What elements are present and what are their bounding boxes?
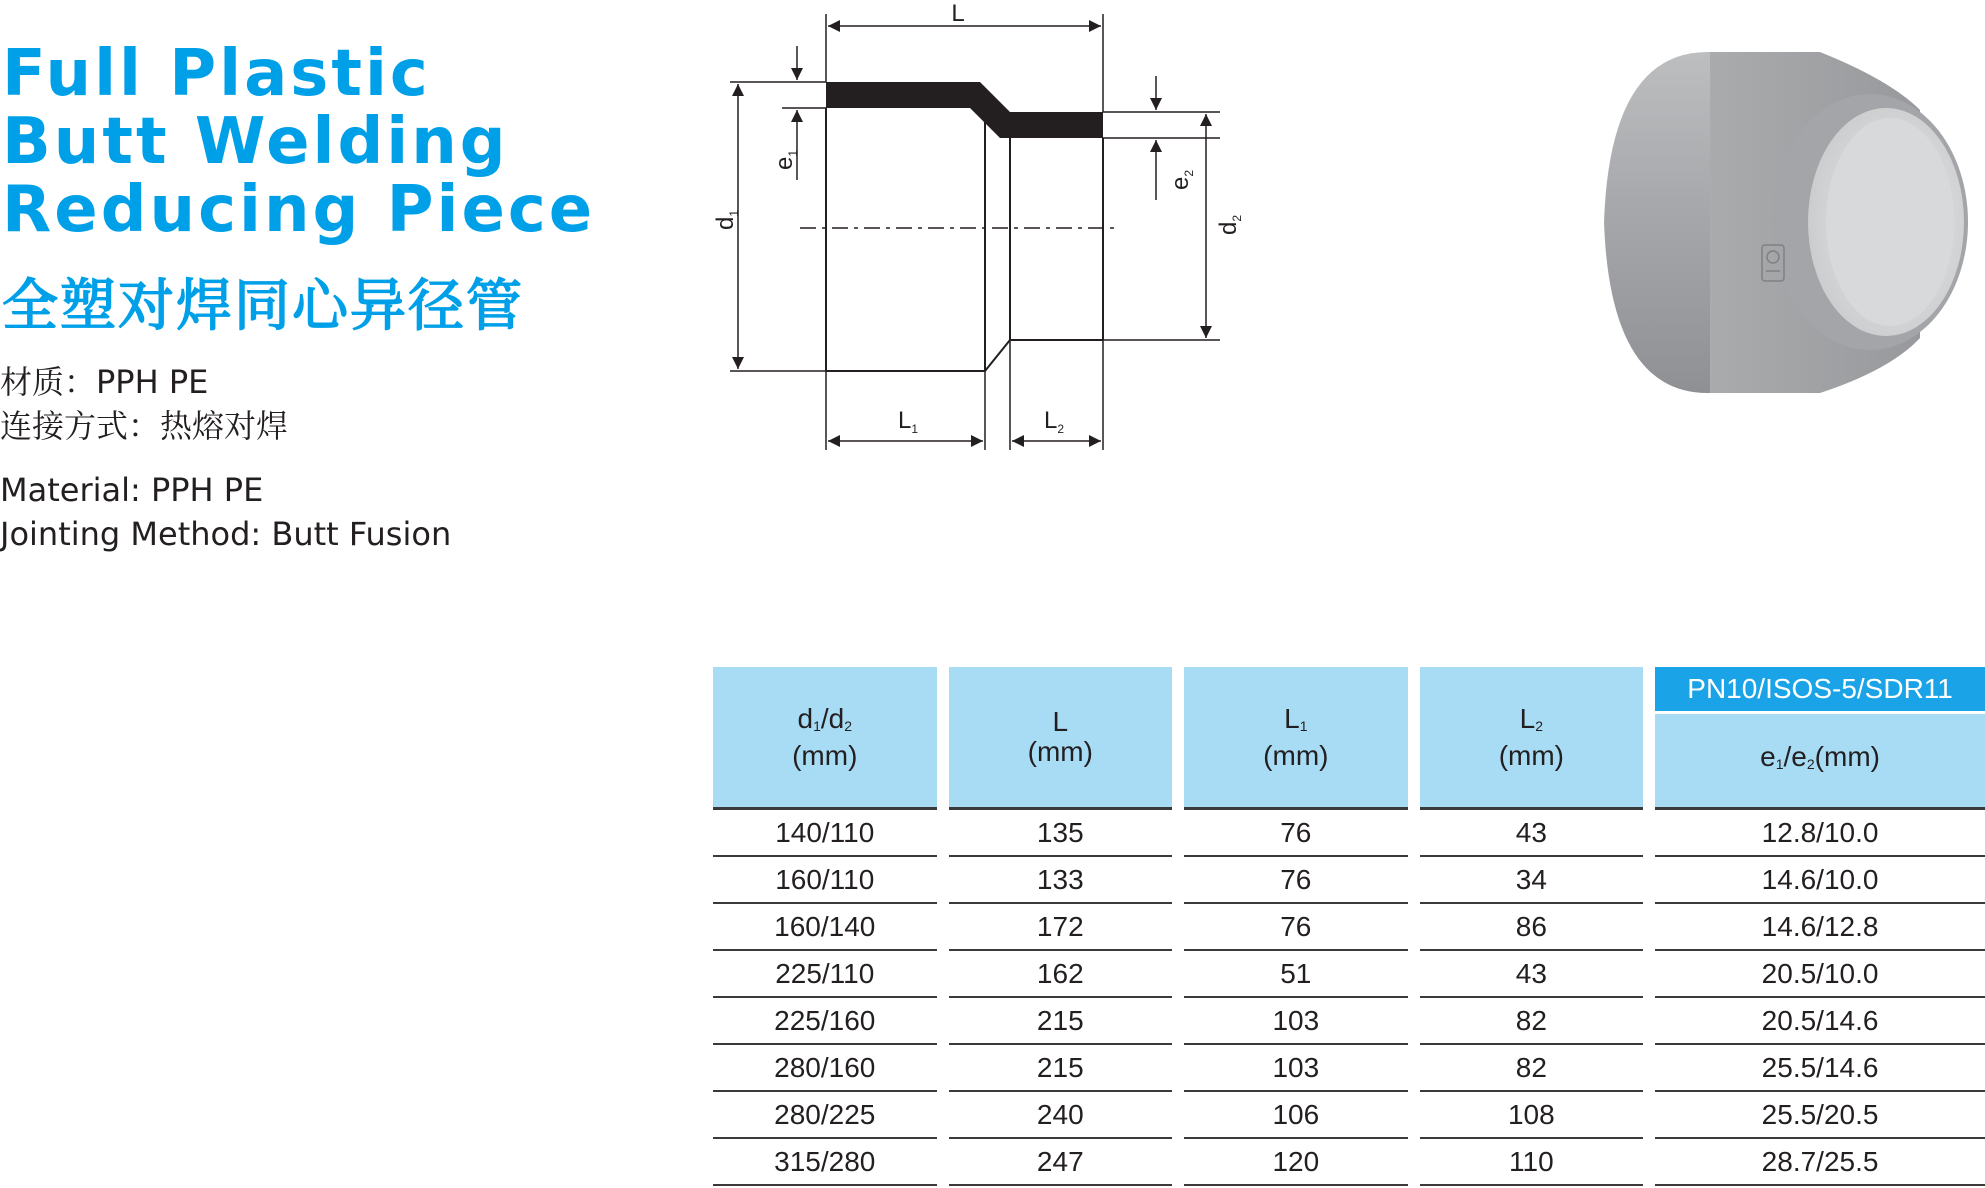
cell-e: 25.5/14.6 — [1655, 1045, 1985, 1092]
cell-e: 20.5/14.6 — [1655, 998, 1985, 1045]
cell-L1: 76 — [1184, 857, 1408, 904]
column-gap — [1643, 1092, 1655, 1139]
cell-e: 25.5/20.5 — [1655, 1092, 1985, 1139]
page-title-cn: 全塑对焊同心异径管 — [2, 274, 524, 339]
title-line-2: Butt Welding — [2, 105, 509, 179]
col-header-L2: $L_2$ (mm) — [1420, 667, 1644, 810]
cell-L1: 106 — [1184, 1092, 1408, 1139]
cell-e: 20.5/10.0 — [1655, 951, 1985, 998]
cell-L2: 82 — [1420, 1045, 1644, 1092]
table-body — [713, 810, 1985, 1186]
table-row — [713, 998, 1985, 1045]
table-row — [713, 1045, 1985, 1092]
cell-d: 140/110 — [713, 810, 937, 857]
page-title-en — [2, 37, 596, 247]
table-header-row — [713, 667, 1985, 714]
cell-L1: 76 — [1184, 904, 1408, 951]
column-gap — [937, 998, 949, 1045]
cell-L2: 86 — [1420, 904, 1644, 951]
cell-e: 14.6/10.0 — [1655, 857, 1985, 904]
table-row — [713, 1139, 1985, 1186]
column-gap — [1643, 1045, 1655, 1092]
label-e2: $e_2$ — [1167, 169, 1196, 190]
cell-L1: 103 — [1184, 1045, 1408, 1092]
spec-cn-block — [0, 360, 288, 448]
table-row — [713, 810, 1985, 857]
material-cn: 材质：PPH PE — [0, 363, 209, 401]
cell-d: 280/225 — [713, 1092, 937, 1139]
col-header-L: L (mm) — [949, 667, 1173, 810]
spec-table — [713, 667, 1985, 1186]
outline-step — [985, 340, 1010, 371]
label-d2: $d_2$ — [1215, 214, 1244, 235]
pipe-wall — [826, 82, 1103, 138]
cell-L: 172 — [949, 904, 1173, 951]
cell-L: 240 — [949, 1092, 1173, 1139]
column-gap — [1172, 1045, 1184, 1092]
column-gap — [937, 1045, 949, 1092]
column-gap — [1643, 951, 1655, 998]
jointing-cn: 连接方式：热熔对焊 — [0, 407, 289, 445]
cell-d: 315/280 — [713, 1139, 937, 1186]
column-gap — [1172, 857, 1184, 904]
cell-d: 160/140 — [713, 904, 937, 951]
column-gap — [1408, 1139, 1420, 1186]
pressure-rating-header: PN10/ISOS-5/SDR11 — [1655, 667, 1985, 714]
label-L2: $L_2$ — [1044, 407, 1065, 436]
column-gap — [1408, 1092, 1420, 1139]
cell-L: 162 — [949, 951, 1173, 998]
column-gap — [1408, 1045, 1420, 1092]
cell-L2: 108 — [1420, 1092, 1644, 1139]
table-row — [713, 904, 1985, 951]
large-end-body — [1604, 52, 1710, 393]
cell-L: 215 — [949, 1045, 1173, 1092]
cell-L: 215 — [949, 998, 1173, 1045]
col-header-d: $d_1/d_2$ (mm) — [713, 667, 937, 810]
column-gap — [1408, 810, 1420, 857]
table-row — [713, 857, 1985, 904]
column-gap — [937, 810, 949, 857]
column-gap — [1172, 998, 1184, 1045]
column-gap — [1643, 810, 1655, 857]
column-gap — [937, 1092, 949, 1139]
col-header-e: $e_1/e_2(mm)$ — [1655, 714, 1985, 810]
material-en: Material: PPH PE — [0, 471, 264, 509]
cell-L1: 120 — [1184, 1139, 1408, 1186]
column-gap — [1172, 1092, 1184, 1139]
column-gap — [1172, 904, 1184, 951]
column-gap — [1408, 857, 1420, 904]
label-L1: $L_1$ — [898, 407, 919, 436]
column-gap — [1172, 951, 1184, 998]
technical-drawing — [700, 0, 1260, 470]
label-d1: $d_1$ — [712, 209, 741, 230]
label-L: L — [951, 0, 965, 27]
table-row — [713, 1092, 1985, 1139]
cell-e: 28.7/25.5 — [1655, 1139, 1985, 1186]
cell-e: 12.8/10.0 — [1655, 810, 1985, 857]
column-gap — [937, 1139, 949, 1186]
cell-L2: 34 — [1420, 857, 1644, 904]
cell-d: 280/160 — [713, 1045, 937, 1092]
cell-d: 225/110 — [713, 951, 937, 998]
cell-L1: 103 — [1184, 998, 1408, 1045]
cell-d: 160/110 — [713, 857, 937, 904]
column-gap — [1643, 857, 1655, 904]
title-line-3: Reducing Piece — [2, 173, 596, 247]
column-gap — [1408, 951, 1420, 998]
cell-L: 133 — [949, 857, 1173, 904]
column-gap — [1408, 998, 1420, 1045]
col-header-L1: $L_1$ (mm) — [1184, 667, 1408, 810]
column-gap — [937, 951, 949, 998]
cell-L2: 43 — [1420, 951, 1644, 998]
product-image — [1590, 40, 1980, 410]
cell-L: 247 — [949, 1139, 1173, 1186]
cell-L2: 82 — [1420, 998, 1644, 1045]
column-gap — [937, 904, 949, 951]
table-row — [713, 951, 1985, 998]
cell-d: 225/160 — [713, 998, 937, 1045]
column-gap — [1643, 1139, 1655, 1186]
column-gap — [1643, 904, 1655, 951]
column-gap — [1172, 1139, 1184, 1186]
jointing-en: Jointing Method: Butt Fusion — [0, 515, 452, 553]
column-gap — [1172, 810, 1184, 857]
spec-en-block — [0, 468, 451, 556]
cell-L2: 43 — [1420, 810, 1644, 857]
label-e1: $e_1$ — [771, 149, 800, 170]
cell-L: 135 — [949, 810, 1173, 857]
title-line-1: Full Plastic — [2, 37, 431, 111]
cell-L1: 51 — [1184, 951, 1408, 998]
column-gap — [1643, 998, 1655, 1045]
cell-L1: 76 — [1184, 810, 1408, 857]
cell-L2: 110 — [1420, 1139, 1644, 1186]
column-gap — [937, 857, 949, 904]
cell-e: 14.6/12.8 — [1655, 904, 1985, 951]
column-gap — [1408, 904, 1420, 951]
